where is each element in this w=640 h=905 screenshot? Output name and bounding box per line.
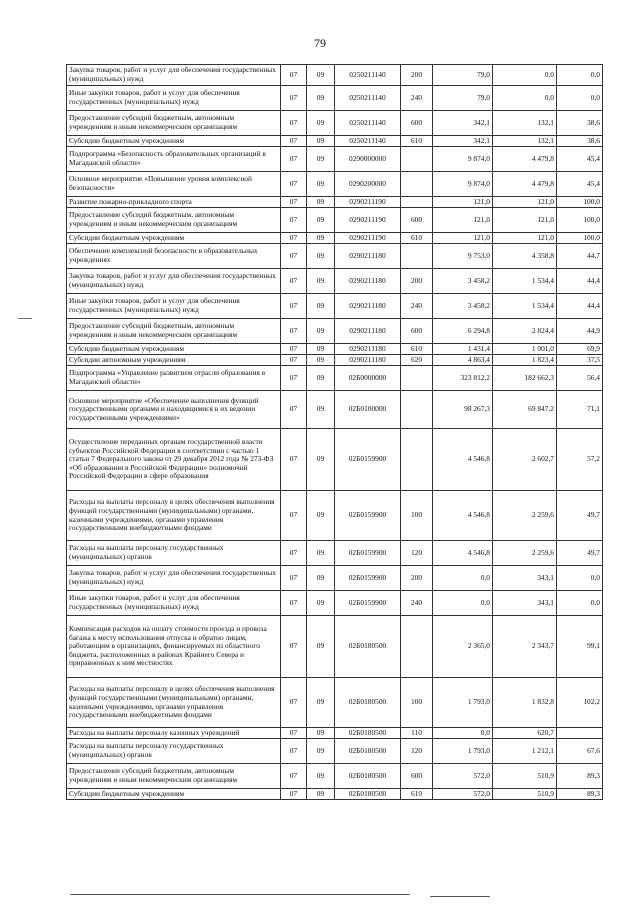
expense-name-cell: Обеспечение комплексной безопасности в образовательных учреждениях [67, 244, 281, 269]
executed-amount-cell: 510,9 [493, 789, 557, 800]
expense-type-cell: 240 [401, 294, 433, 319]
target-article-cell: 02Б0180500 [335, 728, 401, 739]
executed-amount-cell: 4 479,8 [493, 172, 557, 197]
table-row [67, 591, 603, 616]
target-article-cell: 0290211180 [335, 355, 401, 366]
subsection-code-cell: 09 [307, 429, 335, 491]
planned-amount-cell: 4 546,8 [433, 491, 493, 541]
expense-type-cell: 610 [401, 136, 433, 147]
planned-amount-cell: 121,0 [433, 233, 493, 244]
budget-table [66, 64, 603, 800]
section-code-cell: 07 [281, 136, 307, 147]
page-number: 79 [314, 36, 326, 50]
target-article-cell: 02Б0159900 [335, 566, 401, 591]
table-row [67, 391, 603, 429]
target-article-cell: 0290211190 [335, 233, 401, 244]
table-row [67, 366, 603, 391]
expense-name-cell: Компенсация расходов на оплату стоимости проезда и провоза багажа к месту использования отпуска и обратно лицам, работающим в организациях, финансируемых из областного бюджета, расположенных в районах Крайнего Севера и приравненных к ним местностях [67, 616, 281, 678]
expense-type-cell: 200 [401, 65, 433, 86]
expense-name-cell: Субсидии бюджетным учреждениям [67, 344, 281, 355]
section-code-cell: 07 [281, 65, 307, 86]
expense-name-cell: Развитие пожарно-прикладного спорта [67, 197, 281, 208]
planned-amount-cell: 4 546,8 [433, 429, 493, 491]
table-row [67, 111, 603, 136]
planned-amount-cell: 0,0 [433, 566, 493, 591]
expense-name-cell: Основное мероприятие «Обеспечение выполнения функций государственными органами и находящимися в их ведении государственными учреждениями» [67, 391, 281, 429]
planned-amount-cell: 6 294,8 [433, 319, 493, 344]
table-row [67, 172, 603, 197]
expense-type-cell: 120 [401, 541, 433, 566]
execution-percent-cell: 57,2 [557, 429, 603, 491]
planned-amount-cell: 342,1 [433, 136, 493, 147]
subsection-code-cell: 09 [307, 65, 335, 86]
execution-percent-cell: 89,3 [557, 764, 603, 789]
planned-amount-cell: 0,0 [433, 728, 493, 739]
target-article-cell: 0290200000 [335, 172, 401, 197]
execution-percent-cell: 0,0 [557, 86, 603, 111]
subsection-code-cell: 09 [307, 244, 335, 269]
execution-percent-cell: 45,4 [557, 147, 603, 172]
expense-name-cell: Субсидии бюджетным учреждениям [67, 136, 281, 147]
execution-percent-cell: 44,4 [557, 269, 603, 294]
scan-line [430, 896, 490, 897]
execution-percent-cell: 37,5 [557, 355, 603, 366]
table-row [67, 678, 603, 728]
planned-amount-cell: 9 874,0 [433, 147, 493, 172]
expense-name-cell: Предоставление субсидий бюджетным, автономным учреждениям и иным некоммерческим организациям [67, 764, 281, 789]
executed-amount-cell: 343,1 [493, 591, 557, 616]
table-row [67, 764, 603, 789]
subsection-code-cell: 09 [307, 491, 335, 541]
subsection-code-cell: 09 [307, 789, 335, 800]
target-article-cell: 02Б0159900 [335, 541, 401, 566]
section-code-cell: 07 [281, 739, 307, 764]
table-row [67, 197, 603, 208]
subsection-code-cell: 09 [307, 344, 335, 355]
expense-type-cell: 610 [401, 789, 433, 800]
planned-amount-cell: 79,0 [433, 86, 493, 111]
expense-type-cell [401, 147, 433, 172]
execution-percent-cell: 100,0 [557, 233, 603, 244]
target-article-cell: 0250211140 [335, 65, 401, 86]
executed-amount-cell: 1 534,4 [493, 294, 557, 319]
target-article-cell: 0290211180 [335, 344, 401, 355]
section-code-cell: 07 [281, 147, 307, 172]
target-article-cell: 02Б0159900 [335, 491, 401, 541]
table-row [67, 244, 603, 269]
executed-amount-cell: 69 847,2 [493, 391, 557, 429]
expense-name-cell: Иные закупки товаров, работ и услуг для обеспечения государственных (муниципальных) нужд [67, 294, 281, 319]
subsection-code-cell: 09 [307, 616, 335, 678]
executed-amount-cell: 0,0 [493, 86, 557, 111]
executed-amount-cell: 1 212,1 [493, 739, 557, 764]
expense-type-cell: 200 [401, 269, 433, 294]
expense-type-cell: 600 [401, 764, 433, 789]
planned-amount-cell: 4 863,4 [433, 355, 493, 366]
table-row [67, 294, 603, 319]
section-code-cell: 07 [281, 355, 307, 366]
subsection-code-cell: 09 [307, 678, 335, 728]
table-row [67, 491, 603, 541]
target-article-cell: 02Б0180500 [335, 739, 401, 764]
subsection-code-cell: 09 [307, 739, 335, 764]
planned-amount-cell: 3 458,2 [433, 294, 493, 319]
scan-line [70, 894, 410, 895]
target-article-cell: 02Б0100000 [335, 391, 401, 429]
table-row [67, 355, 603, 366]
expense-name-cell: Закупка товаров, работ и услуг для обеспечения государственных (муниципальных) нужд [67, 566, 281, 591]
subsection-code-cell: 09 [307, 541, 335, 566]
executed-amount-cell: 2 602,7 [493, 429, 557, 491]
table-body [67, 65, 603, 800]
target-article-cell: 0290211190 [335, 208, 401, 233]
planned-amount-cell: 1 793,0 [433, 678, 493, 728]
expense-type-cell: 110 [401, 728, 433, 739]
expense-name-cell: Иные закупки товаров, работ и услуг для обеспечения государственных (муниципальных) нужд [67, 591, 281, 616]
expense-name-cell: Расходы на выплаты персоналу в целях обеспечения выполнения функций государственными (муниципальными) органами, казенными учреждениями, органами управления государственными внебюджетными фондами [67, 491, 281, 541]
planned-amount-cell: 4 546,8 [433, 541, 493, 566]
target-article-cell: 0290000000 [335, 147, 401, 172]
subsection-code-cell: 09 [307, 764, 335, 789]
expense-name-cell: Субсидии автономным учреждениям [67, 355, 281, 366]
subsection-code-cell: 09 [307, 591, 335, 616]
execution-percent-cell: 44,7 [557, 244, 603, 269]
execution-percent-cell: 0,0 [557, 591, 603, 616]
executed-amount-cell: 1 534,4 [493, 269, 557, 294]
section-code-cell: 07 [281, 678, 307, 728]
table-row [67, 344, 603, 355]
subsection-code-cell: 09 [307, 728, 335, 739]
executed-amount-cell: 510,9 [493, 764, 557, 789]
executed-amount-cell: 121,0 [493, 208, 557, 233]
expense-type-cell: 600 [401, 319, 433, 344]
expense-type-cell [401, 244, 433, 269]
target-article-cell: 02Б0180500 [335, 789, 401, 800]
execution-percent-cell: 49,7 [557, 541, 603, 566]
expense-type-cell [401, 616, 433, 678]
section-code-cell: 07 [281, 366, 307, 391]
subsection-code-cell: 09 [307, 269, 335, 294]
table-row [67, 728, 603, 739]
planned-amount-cell: 1 431,4 [433, 344, 493, 355]
table-row [67, 147, 603, 172]
expense-name-cell: Осуществление переданных органам государственной власти субъектов Российской Федерации в соответствии с частью 1 статьи 7 Федерального закона от 29 декабря 2012 года № 273-ФЗ «Об образовании в Российской Федерации» полномочий Российской Федерации в сфере образования [67, 429, 281, 491]
table-row [67, 566, 603, 591]
subsection-code-cell: 09 [307, 208, 335, 233]
target-article-cell: 0290211180 [335, 294, 401, 319]
section-code-cell: 07 [281, 197, 307, 208]
expense-name-cell: Подпрограмма «Управление развитием отрасли образования в Магаданской области» [67, 366, 281, 391]
table-row [67, 136, 603, 147]
table-row [67, 789, 603, 800]
section-code-cell: 07 [281, 616, 307, 678]
planned-amount-cell: 572,0 [433, 789, 493, 800]
executed-amount-cell: 132,1 [493, 136, 557, 147]
execution-percent-cell: 0,0 [557, 65, 603, 86]
expense-type-cell: 600 [401, 111, 433, 136]
section-code-cell: 07 [281, 244, 307, 269]
expense-name-cell: Основное мероприятие «Повышение уровня комплексной безопасности» [67, 172, 281, 197]
executed-amount-cell: 620,7 [493, 728, 557, 739]
section-code-cell: 07 [281, 591, 307, 616]
execution-percent-cell: 102,2 [557, 678, 603, 728]
table-row [67, 616, 603, 678]
target-article-cell: 0290211180 [335, 269, 401, 294]
table-row [67, 65, 603, 86]
expense-type-cell: 120 [401, 739, 433, 764]
planned-amount-cell: 3 458,2 [433, 269, 493, 294]
expense-type-cell [401, 429, 433, 491]
section-code-cell: 07 [281, 391, 307, 429]
executed-amount-cell: 2 343,7 [493, 616, 557, 678]
execution-percent-cell: 38,6 [557, 136, 603, 147]
section-code-cell: 07 [281, 429, 307, 491]
expense-type-cell: 620 [401, 355, 433, 366]
subsection-code-cell: 09 [307, 111, 335, 136]
expense-name-cell: Закупка товаров, работ и услуг для обеспечения государственных (муниципальных) нужд [67, 269, 281, 294]
execution-percent-cell: 0,0 [557, 566, 603, 591]
target-article-cell: 0250211140 [335, 86, 401, 111]
executed-amount-cell: 343,1 [493, 566, 557, 591]
expense-type-cell [401, 366, 433, 391]
subsection-code-cell: 09 [307, 319, 335, 344]
expense-name-cell: Иные закупки товаров, работ и услуг для обеспечения государственных (муниципальных) нужд [67, 86, 281, 111]
executed-amount-cell: 132,1 [493, 111, 557, 136]
subsection-code-cell: 09 [307, 136, 335, 147]
execution-percent-cell: 38,6 [557, 111, 603, 136]
planned-amount-cell: 98 267,3 [433, 391, 493, 429]
section-code-cell: 07 [281, 491, 307, 541]
executed-amount-cell: 4 358,8 [493, 244, 557, 269]
section-code-cell: 07 [281, 294, 307, 319]
executed-amount-cell: 2 259,6 [493, 541, 557, 566]
section-code-cell: 07 [281, 233, 307, 244]
subsection-code-cell: 09 [307, 172, 335, 197]
expense-name-cell: Предоставление субсидий бюджетным, автономным учреждениям и иным некоммерческим организациям [67, 208, 281, 233]
expense-name-cell: Расходы на выплаты персоналу государственных (муниципальных) органов [67, 739, 281, 764]
planned-amount-cell: 0,0 [433, 591, 493, 616]
planned-amount-cell: 342,1 [433, 111, 493, 136]
table-row [67, 319, 603, 344]
expense-name-cell: Предоставление субсидий бюджетным, автономным учреждениям и иным некоммерческим организациям [67, 319, 281, 344]
execution-percent-cell: 100,0 [557, 197, 603, 208]
target-article-cell: 0290211180 [335, 319, 401, 344]
expense-type-cell [401, 391, 433, 429]
executed-amount-cell: 0,0 [493, 65, 557, 86]
scan-mark [18, 318, 32, 319]
expense-type-cell [401, 197, 433, 208]
executed-amount-cell: 182 662,3 [493, 366, 557, 391]
expense-name-cell: Предоставление субсидий бюджетным, автономным учреждениям и иным некоммерческим организациям [67, 111, 281, 136]
planned-amount-cell: 79,0 [433, 65, 493, 86]
subsection-code-cell: 09 [307, 366, 335, 391]
planned-amount-cell: 572,0 [433, 764, 493, 789]
expense-name-cell: Расходы на выплаты персоналу казенных учреждений [67, 728, 281, 739]
table-row [67, 208, 603, 233]
planned-amount-cell: 9 753,0 [433, 244, 493, 269]
subsection-code-cell: 09 [307, 391, 335, 429]
section-code-cell: 07 [281, 728, 307, 739]
planned-amount-cell: 1 793,0 [433, 739, 493, 764]
planned-amount-cell: 121,0 [433, 208, 493, 233]
table-row [67, 86, 603, 111]
expense-type-cell: 100 [401, 678, 433, 728]
section-code-cell: 07 [281, 319, 307, 344]
expense-name-cell: Субсидии бюджетным учреждениям [67, 233, 281, 244]
table-row [67, 739, 603, 764]
section-code-cell: 07 [281, 208, 307, 233]
target-article-cell: 02Б0159900 [335, 591, 401, 616]
execution-percent-cell: 100,0 [557, 208, 603, 233]
section-code-cell: 07 [281, 344, 307, 355]
target-article-cell: 0290211180 [335, 244, 401, 269]
expense-type-cell: 600 [401, 208, 433, 233]
executed-amount-cell: 2 824,4 [493, 319, 557, 344]
execution-percent-cell: 45,4 [557, 172, 603, 197]
section-code-cell: 07 [281, 172, 307, 197]
execution-percent-cell: 71,1 [557, 391, 603, 429]
expense-name-cell: Расходы на выплаты персоналу в целях обеспечения выполнения функций государственными (муниципальными) органами, казенными учреждениями, органами управления государственными внебюджетными фондами [67, 678, 281, 728]
section-code-cell: 07 [281, 764, 307, 789]
table-row [67, 269, 603, 294]
executed-amount-cell: 121,0 [493, 197, 557, 208]
execution-percent-cell: 44,4 [557, 294, 603, 319]
execution-percent-cell: 69,9 [557, 344, 603, 355]
subsection-code-cell: 09 [307, 294, 335, 319]
executed-amount-cell: 1 001,0 [493, 344, 557, 355]
execution-percent-cell: 99,1 [557, 616, 603, 678]
subsection-code-cell: 09 [307, 197, 335, 208]
table-row [67, 541, 603, 566]
target-article-cell: 0250211140 [335, 136, 401, 147]
execution-percent-cell [557, 728, 603, 739]
execution-percent-cell: 44,9 [557, 319, 603, 344]
planned-amount-cell: 2 365,0 [433, 616, 493, 678]
subsection-code-cell: 09 [307, 147, 335, 172]
table-row [67, 429, 603, 491]
section-code-cell: 07 [281, 566, 307, 591]
expense-type-cell: 610 [401, 233, 433, 244]
planned-amount-cell: 323 812,2 [433, 366, 493, 391]
subsection-code-cell: 09 [307, 355, 335, 366]
expense-type-cell [401, 172, 433, 197]
table-row [67, 233, 603, 244]
target-article-cell: 02Б0180500 [335, 678, 401, 728]
section-code-cell: 07 [281, 111, 307, 136]
expense-type-cell: 200 [401, 566, 433, 591]
subsection-code-cell: 09 [307, 86, 335, 111]
target-article-cell: 02Б0159900 [335, 429, 401, 491]
expense-type-cell: 610 [401, 344, 433, 355]
target-article-cell: 0290211190 [335, 197, 401, 208]
executed-amount-cell: 1 832,8 [493, 678, 557, 728]
target-article-cell: 0250211140 [335, 111, 401, 136]
executed-amount-cell: 1 823,4 [493, 355, 557, 366]
expense-name-cell: Закупка товаров, работ и услуг для обеспечения государственных (муниципальных) нужд [67, 65, 281, 86]
execution-percent-cell: 56,4 [557, 366, 603, 391]
executed-amount-cell: 4 479,8 [493, 147, 557, 172]
expense-type-cell: 240 [401, 86, 433, 111]
section-code-cell: 07 [281, 789, 307, 800]
subsection-code-cell: 09 [307, 566, 335, 591]
expense-type-cell: 240 [401, 591, 433, 616]
expense-type-cell: 100 [401, 491, 433, 541]
target-article-cell: 02Б0180500 [335, 616, 401, 678]
target-article-cell: 02Б0180500 [335, 764, 401, 789]
subsection-code-cell: 09 [307, 233, 335, 244]
section-code-cell: 07 [281, 86, 307, 111]
planned-amount-cell: 121,0 [433, 197, 493, 208]
execution-percent-cell: 89,3 [557, 789, 603, 800]
execution-percent-cell: 67,6 [557, 739, 603, 764]
planned-amount-cell: 9 874,0 [433, 172, 493, 197]
section-code-cell: 07 [281, 541, 307, 566]
target-article-cell: 02Б0000000 [335, 366, 401, 391]
expense-name-cell: Расходы на выплаты персоналу государственных (муниципальных) органов [67, 541, 281, 566]
executed-amount-cell: 121,0 [493, 233, 557, 244]
expense-name-cell: Субсидии бюджетным учреждениям [67, 789, 281, 800]
executed-amount-cell: 2 259,6 [493, 491, 557, 541]
section-code-cell: 07 [281, 269, 307, 294]
execution-percent-cell: 49,7 [557, 491, 603, 541]
expense-name-cell: Подпрограмма «Безопасность образовательных организаций в Магаданской области» [67, 147, 281, 172]
